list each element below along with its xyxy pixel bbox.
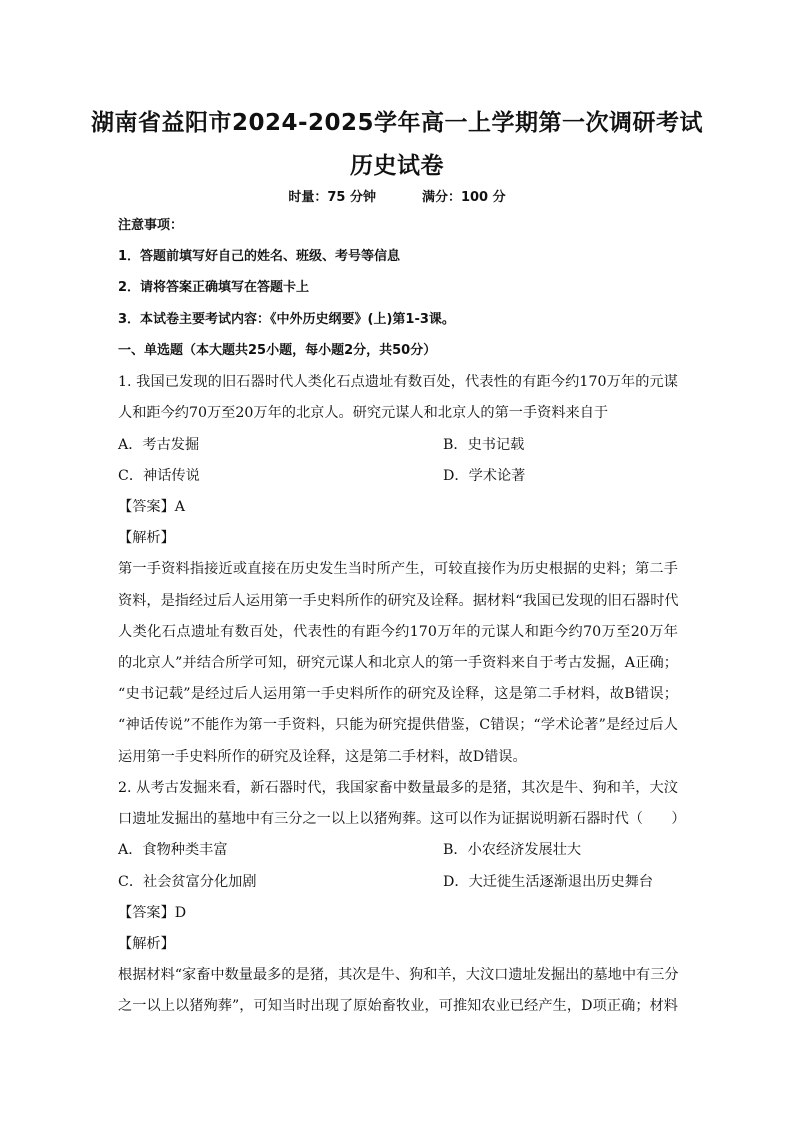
q1-option-a: A．考古发掘 [118, 437, 200, 453]
q1-option-d: D．学术论著 [443, 468, 526, 484]
q2-option-d: D．大迁徙生活逐渐退出历史舞台 [443, 874, 654, 890]
note-item: 3．本试卷主要考试内容：《中外历史纲要》(上)第1-3课。 [118, 312, 455, 327]
q1-analysis-line: 人类化石点遗址有数百处，代表性的有距今约170万年的元谋人和距今约70万至20万年 [118, 624, 678, 640]
q1-analysis-line: “史书记载”是经过后人运用第一手史料所作的研究及诠释，这是第二手材料，故B错误； [118, 686, 678, 702]
q2-analysis-line: 根据材料“家畜中数量最多的是猪，其次是牛、狗和羊，大汶口遗址发掘出的墓地中有三分 [118, 967, 679, 983]
q1-stem-line: 人和距今约70万至20万年的北京人。研究元谋人和北京人的第一手资料来自于 [118, 405, 609, 421]
q1-analysis-line: 的北京人”并结合所学可知，研究元谋人和北京人的第一手资料来自于考古发掘，A正确； [118, 655, 678, 671]
q2-analysis-line: 之一以上以猪殉葬”，可知当时出现了原始畜牧业，可推知农业已经产生，D项正确；材料 [118, 998, 678, 1014]
exam-time: 时量：75 分钟 [288, 190, 376, 205]
q2-option-c: C．社会贫富分化加剧 [118, 874, 257, 890]
notes-heading: 注意事项： [118, 218, 184, 233]
q1-option-c: C．神话传说 [118, 468, 200, 484]
note-item: 2．请将答案正确填写在答题卡上 [118, 280, 310, 295]
q1-stem-line: 1. 我国已发现的旧石器时代人类化石点遗址有数百处，代表性的有距今约170万年的元谋 [118, 374, 678, 390]
section-heading: 一、单选题（本大题共25小题，每小题2分，共50分） [118, 343, 437, 358]
q1-option-b: B．史书记载 [443, 437, 525, 453]
note-item: 1．答题前填写好自己的姓名、班级、考号等信息 [118, 249, 401, 264]
q1-analysis-line: 运用第一手史料所作的研究及诠释，这是第二手材料，故D错误。 [118, 749, 527, 765]
exam-meta [0, 186, 794, 205]
q2-analysis-label: 【解析】 [118, 936, 175, 952]
exam-score: 满分：100 分 [421, 190, 506, 205]
q2-answer: 【答案】D [118, 905, 187, 921]
exam-subject: 历史试卷 [350, 153, 444, 179]
q2-stem-line: 口遗址发掘出的墓地中有三分之一以上以猪殉葬。这可以作为证据说明新石器时代（ ） [118, 811, 686, 827]
q2-stem-line: 2. 从考古发掘来看，新石器时代，我国家畜中数量最多的是猪，其次是牛、狗和羊，大汶 [118, 780, 678, 796]
q1-answer: 【答案】A [118, 499, 185, 515]
q1-analysis-line: 第一手资料指接近或直接在历史发生当时所产生，可较直接作为历史根据的史料；第二手 [118, 561, 678, 577]
exam-title: 湖南省益阳市2024-2025学年高一上学期第一次调研考试 [90, 110, 704, 136]
q1-analysis-line: 资料，是指经过后人运用第一手史料所作的研究及诠释。据材料“我国已发现的旧石器时代 [118, 593, 679, 609]
q2-option-a: A．食物种类丰富 [118, 842, 228, 858]
q1-analysis-line: “神话传说”不能作为第一手资料，只能为研究提供借鉴，C错误；“学术论著”是经过后人 [118, 717, 678, 733]
q1-analysis-label: 【解析】 [118, 530, 175, 546]
q2-option-b: B．小农经济发展壮大 [443, 842, 582, 858]
